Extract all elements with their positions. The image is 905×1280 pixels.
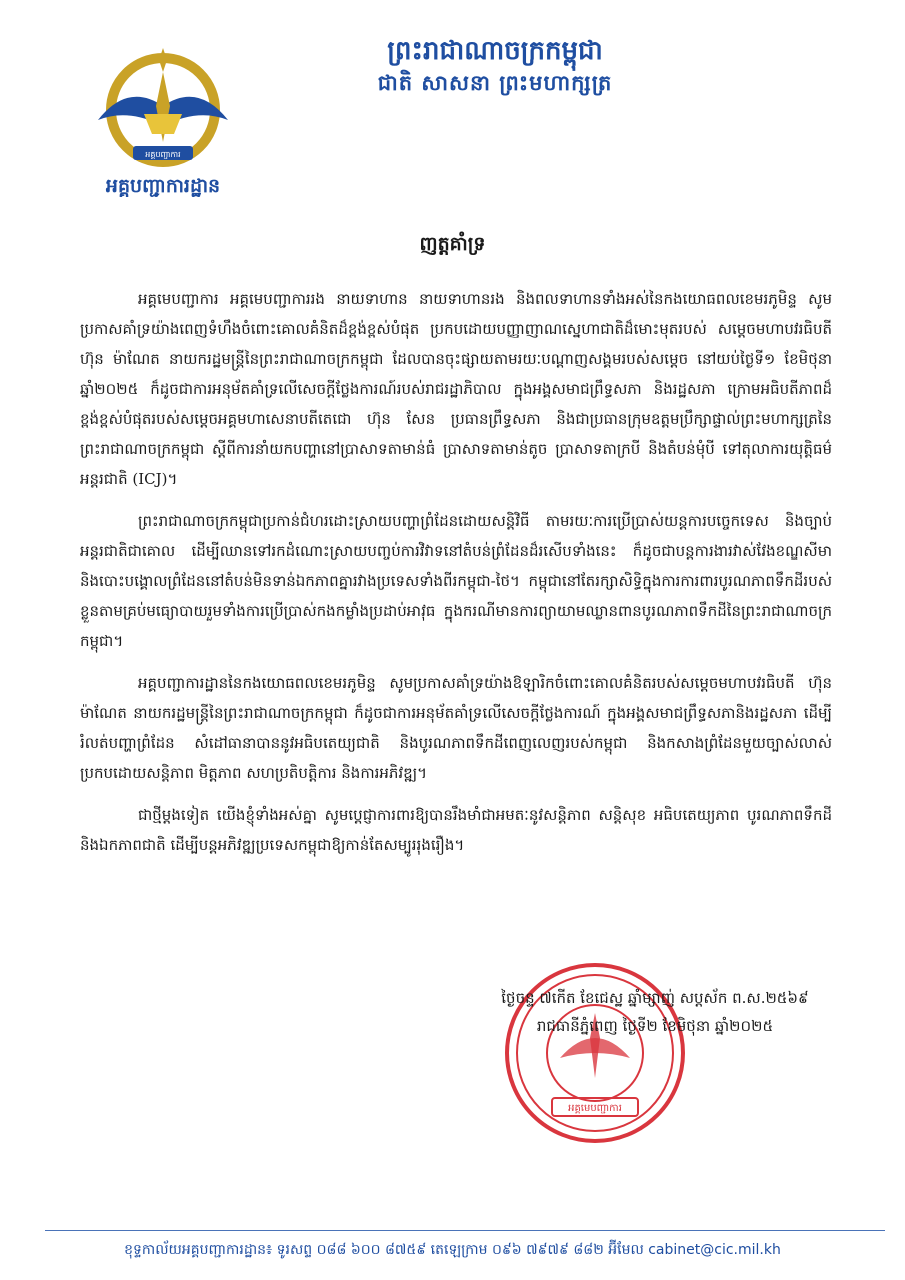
paragraph: ជាថ្មីម្តងទៀត យើងខ្ញុំទាំងអស់គ្នា សូមប្តេជ្ញាការពារឱ្យបានរឹងមាំជាអមតៈនូវសន្តិភាព សន្តិសុខ អធិបតេយ្យភាព បូរណភាពទឹកដី និងឯកភាពជាតិ ដើម្បីបន្តអភិវឌ្ឍប្រទេសកម្ពុជាឱ្យកាន់តែសម្បូររុងរឿង។ <box>80 806 832 854</box>
stamp-text: អគ្គមេបញ្ជាការ <box>568 1103 622 1114</box>
date-block <box>465 984 845 1040</box>
place-date: រាជធានីភ្នំពេញ ថ្ងៃទី២ ខែមិថុនា ឆ្នាំ២០២៥ <box>536 1017 774 1035</box>
paragraph: អគ្គបញ្ជាការដ្ឋាននៃកងយោធពលខេមរភូមិន្ទ សូមប្រកាសគាំទ្រយ៉ាងឱឡារិកចំពោះគោលគំនិតរបស់សម្តេចមហាបវរធិបតី ហ៊ុន ម៉ាណែត នាយករដ្ឋមន្ត្រីនៃព្រះរាជាណាចក្រកម្ពុជា ក៏ដូចជាការអនុម័តគាំទ្រលើសេចក្តីថ្លែងការណ៍ ក្នុងអង្គសមាជព្រឹទ្ធសភានិងរដ្ឋសភា ដើម្បីរំលត់បញ្ហាព្រំដែន សំដៅធានាបាននូវអធិបតេយ្យជាតិ និងបូរណភាពទឹកដីពេញលេញរបស់កម្ពុជា និងកសាងព្រំដែនមួយច្បាស់លាស់ ប្រកបដោយសន្តិភាព មិត្តភាព សហប្រតិបត្តិការ និងការអភិវឌ្ឍ។ <box>80 674 832 782</box>
paragraph: ព្រះរាជាណាចក្រកម្ពុជាប្រកាន់ជំហរដោះស្រាយបញ្ហាព្រំដែនដោយសន្តិវិធី តាមរយៈការប្រើប្រាស់យន្តការបច្ចេកទេស និងច្បាប់អន្តរជាតិជាគោល ដើម្បីឈានទៅរកដំណោះស្រាយបញ្ចប់ការវិវាទនៅតំបន់ព្រំដែនដ៏រសើបទាំងនេះ ក៏ដូចជាបន្តការងារវាស់វែងខណ្ឌសីមា និងបោះបង្គោលព្រំដែននៅតំបន់មិនទាន់ឯកភាពគ្នារវាងប្រទេសទាំងពីរកម្ពុជា-ថៃ។ កម្ពុជានៅតែរក្សាសិទ្ធិក្នុងការការពារបូរណភាពទឹកដីរបស់ខ្លួនតាមគ្រប់មធ្យោបាយរួមទាំងការប្រើប្រាស់កងកម្លាំងប្រដាប់អាវុធ ក្នុងករណីមានការព្យាយាមឈ្លានពានបូរណភាពទឹកដីនៃព្រះរាជាណាចក្រកម្ពុជា។ <box>80 512 832 650</box>
footer-divider <box>45 1230 885 1231</box>
footer-contact: ខុទ្ទកាល័យអគ្គបញ្ជាការដ្ឋាន៖ ទូរសព្ទ ០៨៨ ៦០០ ៨៧៥៩ តេឡេក្រាម ០៩៦ ៧៩៧៩ ៨៨២ អ៊ីមែល cabinet@cic.mil.kh <box>124 1242 781 1258</box>
logo-text: អគ្គបញ្ជាការ <box>145 150 181 159</box>
org-logo-block <box>78 42 248 202</box>
military-emblem-icon <box>78 42 248 172</box>
lunar-date: ថ្ងៃចន្ទ ៧កើត ខែជេស្ឋ ឆ្នាំម្សាញ់ សប្តស័ក ព.ស.២៥៦៩ <box>501 989 809 1007</box>
document-body <box>80 284 832 872</box>
org-name: អគ្គបញ្ជាការដ្ឋាន <box>105 175 221 197</box>
kingdom-name: ព្រះរាជាណាចក្រកម្ពុជា <box>387 36 603 66</box>
paragraph: អគ្គមេបញ្ជាការ អគ្គមេបញ្ជាការរង នាយទាហាន នាយទាហានរង និងពលទាហានទាំងអស់នៃកងយោធពលខេមរភូមិន្ទ សូមប្រកាសគាំទ្រយ៉ាងពេញទំហឹងចំពោះគោលគំនិតដ៏ខ្ពង់ខ្ពស់បំផុត ប្រកបដោយបញ្ញាញាណស្នេហាជាតិដ៏មោះមុតរបស់ សម្តេចមហាបវរធិបតី ហ៊ុន ម៉ាណែត នាយករដ្ឋមន្ត្រីនៃព្រះរាជាណាចក្រកម្ពុជា ដែលបានចុះផ្សាយតាមរយៈបណ្តាញសង្គមរបស់សម្តេច នៅយប់ថ្ងៃទី១ ខែមិថុនា ឆ្នាំ២០២៥ ក៏ដូចជាការអនុម័តគាំទ្រលើសេចក្តីថ្លែងការណ៍របស់រាជរដ្ឋាភិបាល ក្នុងអង្គសមាជព្រឹទ្ធសភា និងរដ្ឋសភា ក្រោមអធិបតីភាពដ៏ខ្ពង់ខ្ពស់បំផុតរបស់សម្តេចអគ្គមហាសេនាបតីតេជោ ហ៊ុន សែន ប្រធានព្រឹទ្ធសភា និងជាប្រធានក្រុមឧត្តមប្រឹក្សាផ្ទាល់ព្រះមហាក្សត្រនៃព្រះរាជាណាចក្រកម្ពុជា ស្តីពីការនាំយកបញ្ហានៅប្រាសាទតាមាន់ធំ ប្រាសាទតាមាន់តូច ប្រាសាទតាក្របី និងតំបន់មុំបី ទៅតុលាការយុត្តិធម៌អន្តរជាតិ (ICJ)។ <box>80 290 832 488</box>
document-title: ញត្តគាំទ្រ <box>419 233 486 255</box>
national-motto: ជាតិ សាសនា ព្រះមហាក្សត្រ <box>377 70 613 95</box>
